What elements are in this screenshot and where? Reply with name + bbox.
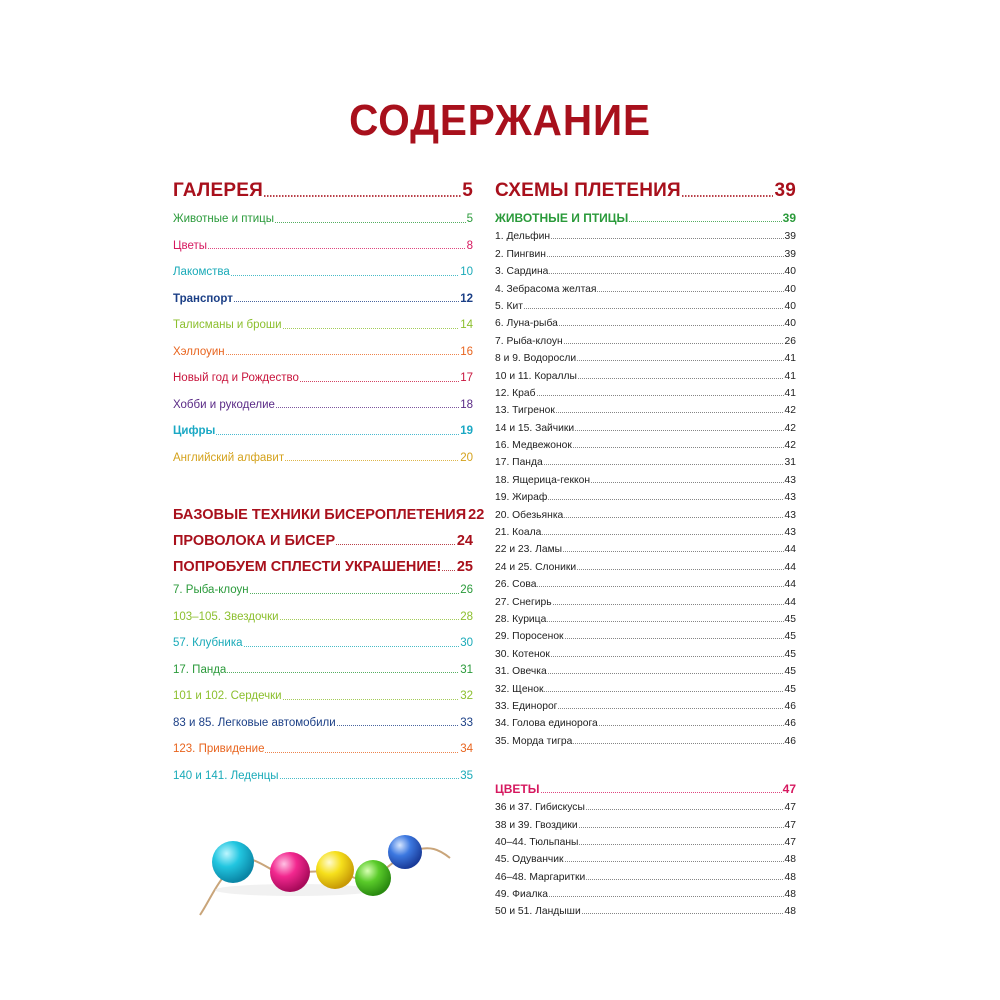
bead-yellow: [316, 851, 354, 889]
toc-page-number: 26: [460, 584, 473, 597]
leader-dots: [553, 604, 784, 605]
toc-entry-label: 16. Медвежонок: [495, 440, 572, 452]
leader-dots: [227, 672, 459, 673]
toc-entry-label: 17. Панда: [173, 663, 227, 676]
leader-dots: [564, 343, 784, 344]
toc-entry[interactable]: [495, 900, 796, 917]
leader-dots: [265, 752, 459, 753]
toc-entry[interactable]: [495, 451, 796, 468]
toc-page-number: 31: [460, 663, 473, 676]
leader-dots: [283, 328, 460, 329]
toc-entry[interactable]: [495, 434, 796, 451]
leader-dots: [577, 360, 783, 361]
toc-entry[interactable]: [173, 736, 473, 763]
toc-entry-label: Лакомства: [173, 266, 230, 279]
toc-page-number: 41: [784, 353, 796, 365]
toc-entry-label: 45. Одуванчик: [495, 854, 564, 866]
toc-entry-label: 40–44. Тюльпаны: [495, 836, 579, 848]
toc-entry-label: ЖИВОТНЫЕ И ПТИЦЫ: [495, 211, 629, 225]
leader-dots: [577, 569, 783, 570]
toc-entry-label: 6. Луна-рыба: [495, 318, 558, 330]
toc-entry-label: 29. Поросенок: [495, 631, 564, 643]
toc-entry-label: 101 и 102. Сердечки: [173, 690, 282, 703]
sections-list: [173, 497, 485, 575]
leader-dots: [216, 434, 459, 435]
toc-entry[interactable]: [495, 347, 796, 364]
toc-page-number: 12: [460, 292, 473, 305]
toc-page-number: 48: [784, 906, 796, 918]
toc-entry[interactable]: [495, 813, 796, 830]
leader-dots: [563, 551, 783, 552]
toc-page-number: 33: [460, 716, 473, 729]
toc-entry-label: ЦВЕТЫ: [495, 781, 540, 796]
toc-entry[interactable]: [173, 392, 473, 419]
toc-page-number: 45: [784, 666, 796, 678]
bead-blue: [388, 835, 422, 869]
toc-page-number: 42: [784, 440, 796, 452]
toc-page-number: 5: [462, 180, 473, 201]
toc-entry[interactable]: [495, 260, 796, 277]
toc-entry[interactable]: [173, 286, 473, 313]
leader-dots: [578, 378, 784, 379]
toc-page-number: 46: [784, 718, 796, 730]
leader-dots: [565, 861, 784, 862]
toc-entry[interactable]: [495, 468, 796, 485]
leader-dots: [542, 534, 783, 535]
leader-dots: [547, 621, 783, 622]
leader-dots: [586, 879, 783, 880]
toc-page-number: 46: [784, 735, 796, 747]
toc-entry[interactable]: [495, 796, 796, 813]
toc-page-number: 41: [784, 370, 796, 382]
toc-entry[interactable]: [173, 339, 473, 366]
toc-entry[interactable]: [495, 242, 796, 259]
toc-entry-label: 50 и 51. Ландыши: [495, 906, 581, 918]
toc-page-number: 18: [460, 398, 473, 411]
toc-page-number: 39: [782, 211, 796, 225]
leader-dots: [575, 430, 783, 431]
toc-entry-label: БАЗОВЫЕ ТЕХНИКИ БИСЕРОПЛЕТЕНИЯ: [173, 507, 467, 523]
toc-page-number: 17: [460, 372, 473, 385]
toc-entry[interactable]: [495, 677, 796, 694]
leader-dots: [573, 743, 783, 744]
toc-page-number: 43: [784, 527, 796, 539]
toc-entry-label: ПОПРОБУЕМ СПЛЕСТИ УКРАШЕНИЕ!: [173, 559, 442, 575]
leader-dots: [591, 482, 784, 483]
toc-entry[interactable]: [495, 225, 796, 242]
leader-dots: [524, 308, 784, 309]
toc-entry-label: 123. Привидение: [173, 743, 265, 756]
leader-dots: [285, 460, 459, 461]
toc-entry[interactable]: [495, 382, 796, 399]
leader-dots: [300, 381, 459, 382]
toc-entry-label: 83 и 85. Легковые автомобили: [173, 716, 336, 729]
flowers-block: [495, 775, 796, 918]
toc-subheading-flowers[interactable]: [495, 775, 796, 796]
toc-page-number: 44: [784, 561, 796, 573]
toc-entry-label: 34. Голова единорога: [495, 718, 598, 730]
bead-green: [355, 860, 391, 896]
toc-entry-label: 21. Коала: [495, 527, 542, 539]
toc-entry[interactable]: [173, 365, 473, 392]
leader-dots: [250, 593, 460, 594]
leader-dots: [573, 447, 784, 448]
leader-dots: [579, 844, 783, 845]
toc-entry[interactable]: [495, 329, 796, 346]
leader-dots: [208, 248, 466, 249]
leader-dots: [629, 221, 781, 222]
toc-entry[interactable]: [173, 604, 473, 631]
toc-entry-label: 3. Сардина: [495, 266, 549, 278]
toc-section[interactable]: [173, 549, 473, 575]
toc-entry-label: 35. Морда тигра: [495, 735, 573, 747]
toc-entry[interactable]: [173, 312, 473, 339]
toc-page-number: 25: [456, 559, 473, 575]
toc-entry-label: Новый год и Рождество: [173, 372, 299, 385]
toc-entry-label: 20. Обезьянка: [495, 509, 564, 521]
toc-page-number: 40: [784, 300, 796, 312]
toc-entry[interactable]: [173, 206, 473, 233]
bead-pink: [270, 852, 310, 892]
leader-dots: [226, 354, 460, 355]
toc-page-number: 44: [784, 579, 796, 591]
leader-dots: [548, 673, 784, 674]
toc-entry-label: Животные и птицы: [173, 213, 275, 226]
toc-entry[interactable]: [495, 729, 796, 746]
leader-dots: [547, 256, 784, 257]
leader-dots: [586, 809, 784, 810]
leader-dots: [275, 222, 466, 223]
toc-entry-label: 19. Жираф: [495, 492, 548, 504]
leader-dots: [276, 407, 459, 408]
toc-entry-label: Талисманы и броши: [173, 319, 282, 332]
leader-dots: [234, 301, 459, 302]
toc-entry-label: Цветы: [173, 239, 208, 252]
toc-heading-schemes[interactable]: [495, 174, 796, 202]
toc-entry-label: Транспорт: [173, 292, 233, 305]
leader-dots: [280, 619, 460, 620]
toc-page-number: 40: [784, 283, 796, 295]
toc-entry[interactable]: [495, 503, 796, 520]
toc-entry-label: 2. Пингвин: [495, 248, 546, 260]
toc-entry[interactable]: [495, 277, 796, 294]
toc-entry-label: Хэллоуин: [173, 345, 225, 358]
leader-dots: [551, 238, 783, 239]
toc-entry-label: 49. Фиалка: [495, 889, 548, 901]
toc-entry[interactable]: [495, 608, 796, 625]
toc-page-number: 42: [784, 405, 796, 417]
toc-entry-label: 28. Курица: [495, 613, 547, 625]
toc-entry[interactable]: [495, 521, 796, 538]
leader-dots: [537, 395, 784, 396]
leader-dots: [551, 656, 784, 657]
toc-page-number: 22: [468, 507, 485, 523]
toc-entry-label: 13. Тигренок: [495, 405, 555, 417]
toc-page-number: 43: [784, 509, 796, 521]
toc-page-number: 47: [784, 819, 796, 831]
toc-entry[interactable]: [495, 416, 796, 433]
toc-page-number: 20: [460, 451, 473, 464]
toc-entry[interactable]: [495, 865, 796, 882]
toc-entry[interactable]: [495, 712, 796, 729]
toc-page-number: 35: [460, 769, 473, 782]
toc-entry-label: Хобби и рукоделие: [173, 398, 275, 411]
leader-dots: [579, 827, 784, 828]
toc-entry-label: 17. Панда: [495, 457, 543, 469]
toc-entry-label: 26. Сова: [495, 579, 537, 591]
toc-entry-label: 7. Рыба-клоун: [173, 584, 249, 597]
toc-page-number: 31: [784, 457, 796, 469]
leader-dots: [549, 896, 784, 897]
toc-entry-label: 103–105. Звездочки: [173, 610, 279, 623]
leader-dots: [559, 325, 784, 326]
toc-page-number: 41: [784, 387, 796, 399]
toc-entry[interactable]: [495, 831, 796, 848]
toc-entry-label: 8 и 9. Водоросли: [495, 353, 577, 365]
toc-entry-label: 10 и 11. Кораллы: [495, 370, 577, 382]
leader-dots: [549, 273, 783, 274]
leader-dots: [264, 195, 461, 197]
toc-page-number: 45: [784, 613, 796, 625]
toc-entry-label: 57. Клубника: [173, 637, 243, 650]
toc-heading-label: ГАЛЕРЕЯ: [173, 180, 263, 201]
leader-dots: [599, 725, 784, 726]
page-title: СОДЕРЖАНИЕ: [349, 96, 651, 145]
leader-dots: [337, 725, 460, 726]
toc-entry-label: 31. Овечка: [495, 666, 547, 678]
leader-dots: [564, 517, 783, 518]
toc-page-number: 44: [784, 596, 796, 608]
toc-entry-label: 140 и 141. Леденцы: [173, 769, 279, 782]
toc-page-number: 47: [784, 802, 796, 814]
toc-page-number: 39: [784, 231, 796, 243]
leader-dots: [537, 586, 783, 587]
toc-entry-label: 33. Единорог: [495, 700, 558, 712]
toc-entry-label: ПРОВОЛОКА И БИСЕР: [173, 533, 336, 549]
toc-page-number: 16: [460, 345, 473, 358]
toc-page-number: 48: [784, 889, 796, 901]
toc-entry-label: 4. Зебрасома желтая: [495, 283, 597, 295]
toc-entry-label: 27. Снегирь: [495, 596, 552, 608]
toc-entry[interactable]: [495, 590, 796, 607]
toc-entry[interactable]: [495, 883, 796, 900]
leader-dots: [565, 638, 784, 639]
toc-entry-label: Английский алфавит: [173, 451, 285, 464]
gallery-list: [173, 206, 473, 471]
toc-entry[interactable]: [173, 233, 473, 260]
toc-entry[interactable]: [495, 364, 796, 381]
leader-dots: [283, 699, 460, 700]
toc-entry-label: 32. Щенок: [495, 683, 544, 695]
try-items-list: [173, 577, 473, 789]
toc-entry[interactable]: [495, 642, 796, 659]
toc-page-number: 46: [784, 700, 796, 712]
toc-page-number: 42: [784, 422, 796, 434]
toc-entry[interactable]: [173, 445, 473, 472]
toc-page-number: 45: [784, 648, 796, 660]
toc-page-number: 47: [784, 836, 796, 848]
toc-entry[interactable]: [495, 695, 796, 712]
toc-entry[interactable]: [495, 625, 796, 642]
toc-entry[interactable]: [173, 657, 473, 684]
toc-page-number: 45: [784, 683, 796, 695]
toc-page-number: 44: [784, 544, 796, 556]
toc-page-number: 43: [784, 492, 796, 504]
toc-entry-label: 46–48. Маргаритки: [495, 871, 586, 883]
toc-page-number: 48: [784, 854, 796, 866]
toc-entry-label: 1. Дельфин: [495, 231, 551, 243]
toc-entry-label: 24 и 25. Слоники: [495, 561, 577, 573]
toc-heading-label: СХЕМЫ ПЛЕТЕНИЯ: [495, 180, 681, 201]
toc-page-number: 24: [456, 533, 473, 549]
toc-entry-label: 18. Ящерица-геккон: [495, 474, 591, 486]
toc-entry[interactable]: [173, 763, 473, 790]
toc-entry-label: 12. Краб: [495, 387, 536, 399]
toc-page-number: 5: [466, 213, 473, 226]
toc-entry[interactable]: [173, 710, 473, 737]
toc-page-number: 28: [460, 610, 473, 623]
toc-entry[interactable]: [173, 683, 473, 710]
toc-section[interactable]: [173, 523, 473, 549]
toc-entry[interactable]: [173, 418, 473, 445]
bead-cyan: [212, 841, 254, 883]
toc-entry[interactable]: [173, 577, 473, 604]
leader-dots: [558, 708, 783, 709]
leader-dots: [548, 499, 783, 500]
toc-page-number: 34: [460, 743, 473, 756]
toc-entry-label: 30. Котенок: [495, 648, 550, 660]
leader-dots: [544, 691, 783, 692]
toc-page-number: 47: [782, 781, 796, 796]
toc-page-number: 30: [460, 637, 473, 650]
toc-entry-label: 7. Рыба-клоун: [495, 335, 563, 347]
leader-dots: [556, 412, 784, 413]
toc-left-column: [173, 174, 485, 789]
toc-page-number: 14: [460, 319, 473, 332]
leader-dots: [244, 646, 460, 647]
leader-dots: [541, 792, 782, 793]
toc-page-number: 39: [774, 180, 796, 201]
leader-dots: [442, 570, 456, 571]
toc-entry[interactable]: [495, 399, 796, 416]
toc-entry[interactable]: [495, 660, 796, 677]
toc-entry[interactable]: [495, 486, 796, 503]
toc-entry-label: 5. Кит: [495, 300, 523, 312]
toc-page-number: 39: [784, 248, 796, 260]
toc-entry[interactable]: [495, 555, 796, 572]
leader-dots: [336, 544, 456, 545]
toc-section[interactable]: [173, 497, 485, 523]
toc-entry[interactable]: [495, 312, 796, 329]
toc-entry-label: 38 и 39. Гвоздики: [495, 819, 578, 831]
animals-block: [495, 204, 796, 747]
toc-page-number: 19: [460, 425, 473, 438]
toc-entry-label: Цифры: [173, 425, 216, 438]
toc-entry[interactable]: [173, 630, 473, 657]
leader-dots: [544, 464, 784, 465]
leader-dots: [597, 291, 783, 292]
toc-entry-label: 36 и 37. Гибискусы: [495, 802, 585, 814]
toc-right-column: [495, 174, 796, 917]
toc-page-number: 45: [784, 631, 796, 643]
toc-entry[interactable]: [495, 848, 796, 865]
leader-dots: [582, 913, 784, 914]
toc-entry-label: 22 и 23. Ламы: [495, 544, 563, 556]
toc-page-number: 32: [460, 690, 473, 703]
toc-entry-label: 14 и 15. Зайчики: [495, 422, 575, 434]
toc-page-number: 26: [784, 335, 796, 347]
toc-page-number: 48: [784, 871, 796, 883]
toc-entry[interactable]: [495, 573, 796, 590]
toc-page-number: 40: [784, 266, 796, 278]
leader-dots: [682, 195, 774, 197]
toc-entry[interactable]: [495, 538, 796, 555]
toc-page-number: 40: [784, 318, 796, 330]
toc-entry[interactable]: [495, 295, 796, 312]
toc-subheading-animals[interactable]: [495, 204, 796, 225]
beads-illustration: [195, 830, 455, 920]
toc-page-number: 10: [460, 266, 473, 279]
leader-dots: [231, 275, 459, 276]
leader-dots: [280, 778, 460, 779]
toc-page-number: 43: [784, 474, 796, 486]
toc-entry[interactable]: [173, 259, 473, 286]
toc-heading-gallery[interactable]: [173, 174, 473, 202]
toc-page-number: 8: [466, 239, 473, 252]
